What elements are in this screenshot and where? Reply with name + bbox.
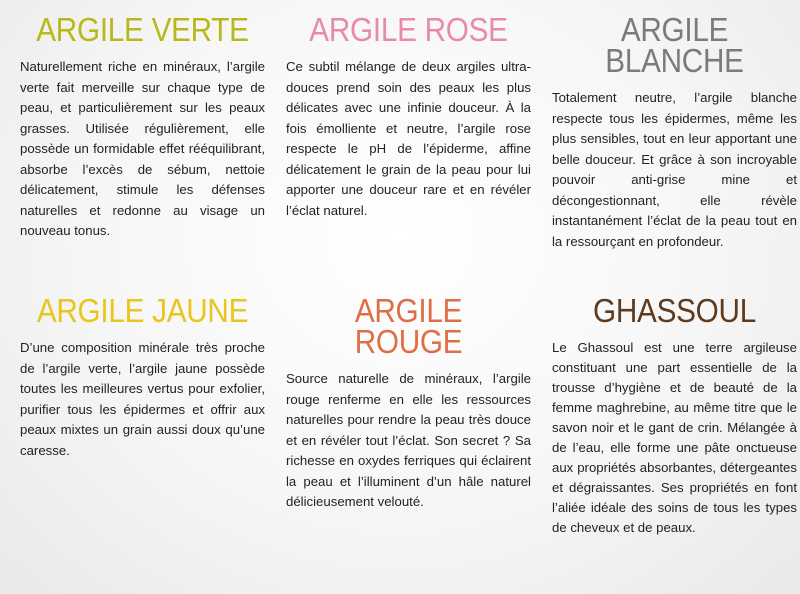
card-text: Totalement neutre, l’argile blanche respecte tous les épidermes, même les plus sensibles, tout en leur apportant une belle douceur. Et grâce à son incroyable pouvoir anti-grise mine et décongestionnant, elle révèle instantanément l’éclat de la peau tout en la ressourçant en profondeur.: [552, 90, 797, 249]
card-text: Naturellement riche en minéraux, l’argile verte fait merveille sur chaque type de peau, et particulièrement sur les peaux grasses. Utilisée régulièrement, elle possède un formidable effet rééquilibrant, absorbe l’excès de sébum, nettoie délicatement, stimule les défenses naturelles et redonne au visage un nouveau tonus.: [20, 59, 265, 238]
card-title: ARGILE ROSE: [309, 11, 508, 48]
card-title: ARGILE JAUNE: [36, 292, 249, 329]
card-title: ARGILE ROUGE: [354, 292, 463, 360]
card-text: Source naturelle de minéraux, l’argile rouge renferme en elle les ressources naturelles pour rendre la peau très douce et en révéler tout l’éclat. Son secret ? Sa richesse en oxydes ferriques qui éclairent la peau et l’illuminent d’un hâle naturel délicieusement velouté.: [286, 371, 531, 509]
card-text: D’une composition minérale très proche de l’argile verte, l’argile jaune possède toutes les meilleures vertus pour exfolier, purifier tous les épidermes et offrir aux peaux mixtes un grain aussi doux qu’une caresse.: [20, 340, 265, 458]
card-argile-blanche: [552, 11, 797, 252]
card-argile-verte: [20, 11, 265, 242]
card-title: GHASSOUL: [593, 292, 756, 329]
card-title: ARGILE VERTE: [36, 11, 249, 48]
card-ghassoul: [552, 292, 797, 538]
card-argile-rose: [286, 11, 531, 221]
card-text: Le Ghassoul est une terre argileuse constituant une part essentielle de la trousse d’hygiène et de beauté de la femme maghrebine, au même titre que le savon noir et le gant de crin. Mélangée à de l’eau, elle forme une pâte onctueuse aux propriétés absorbantes, détergeantes et dégraissantes. Ses propriétés en font l’aliée idéale des soins de tous les types de cheveux et de peaux.: [552, 340, 797, 535]
card-argile-rouge: [286, 292, 531, 513]
card-argile-jaune: [20, 292, 265, 461]
card-title: ARGILE BLANCHE: [605, 11, 744, 79]
card-text: Ce subtil mélange de deux argiles ultra-douces prend soin des peaux les plus délicates avec une infinie douceur. À la fois émolliente et neutre, l’argile rose respecte le pH de l’épiderme, affine délicatement le grain de la peau pour lui apporter une douceur rare et en révéler l’éclat naturel.: [286, 59, 531, 218]
